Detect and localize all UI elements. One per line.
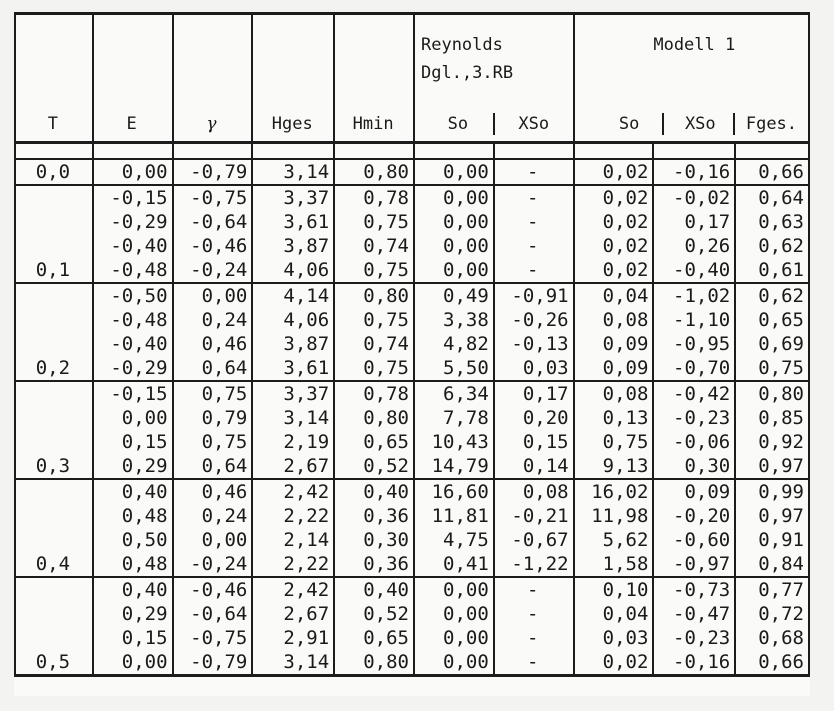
table-row bbox=[15, 602, 809, 626]
cell-e: 0,00 bbox=[93, 406, 173, 430]
cell-so: 0,49 bbox=[414, 283, 494, 308]
cell-so2: 0,02 bbox=[574, 185, 654, 210]
cell-gamma: 0,64 bbox=[173, 356, 253, 381]
cell-xso2: -0,47 bbox=[653, 602, 735, 626]
cell-so2: 0,02 bbox=[574, 234, 654, 258]
cell-e: -0,48 bbox=[93, 258, 173, 283]
cell-fges: 0,69 bbox=[735, 332, 809, 356]
cell-hmin: 0,52 bbox=[334, 454, 414, 479]
header-row bbox=[15, 14, 809, 143]
cell-e: 0,40 bbox=[93, 479, 173, 504]
cell-xso2: -0,40 bbox=[653, 258, 735, 283]
cell-t bbox=[15, 381, 93, 406]
header-e: E bbox=[93, 14, 173, 143]
data-table bbox=[14, 12, 810, 677]
cell-xso2: -0,20 bbox=[653, 504, 735, 528]
cell-so: 0,00 bbox=[414, 626, 494, 650]
table-row bbox=[15, 650, 809, 676]
cell-e: -0,29 bbox=[93, 356, 173, 381]
cell-gamma: 0,00 bbox=[173, 528, 253, 552]
table-row bbox=[15, 406, 809, 430]
cell-so: 0,00 bbox=[414, 234, 494, 258]
cell-t bbox=[15, 479, 93, 504]
cell-so: 0,00 bbox=[414, 602, 494, 626]
cell-gamma: -0,79 bbox=[173, 650, 253, 676]
cell-e: 0,50 bbox=[93, 528, 173, 552]
cell-hges: 3,61 bbox=[252, 356, 334, 381]
cell-fges: 0,97 bbox=[735, 504, 809, 528]
cell-xso: - bbox=[494, 185, 574, 210]
cell-so2: 0,13 bbox=[574, 406, 654, 430]
cell-xso: - bbox=[494, 159, 574, 185]
cell-fges: 0,77 bbox=[735, 577, 809, 602]
cell-t bbox=[15, 602, 93, 626]
cell-e: 0,48 bbox=[93, 504, 173, 528]
header-xso: XSo bbox=[493, 113, 569, 135]
cell-hmin: 0,74 bbox=[334, 332, 414, 356]
cell-so: 7,78 bbox=[414, 406, 494, 430]
header-gamma: γ bbox=[173, 14, 253, 143]
table-row bbox=[15, 577, 809, 602]
cell-hges: 3,37 bbox=[252, 381, 334, 406]
cell-hges: 3,14 bbox=[252, 159, 334, 185]
cell-xso2: -1,10 bbox=[653, 308, 735, 332]
cell-hges: 2,67 bbox=[252, 602, 334, 626]
cell-gamma: -0,75 bbox=[173, 626, 253, 650]
table-row bbox=[15, 159, 809, 185]
cell-hges: 4,06 bbox=[252, 308, 334, 332]
cell-fges: 0,68 bbox=[735, 626, 809, 650]
header-t: T bbox=[15, 14, 93, 143]
cell-hges: 3,14 bbox=[252, 406, 334, 430]
cell-hmin: 0,40 bbox=[334, 479, 414, 504]
cell-hges: 2,22 bbox=[252, 552, 334, 577]
cell-xso2: -0,73 bbox=[653, 577, 735, 602]
cell-t: 0,4 bbox=[15, 552, 93, 577]
cell-e: 0,48 bbox=[93, 552, 173, 577]
cell-xso2: 0,17 bbox=[653, 210, 735, 234]
cell-so2: 16,02 bbox=[574, 479, 654, 504]
cell-e: -0,15 bbox=[93, 185, 173, 210]
cell-so2: 9,13 bbox=[574, 454, 654, 479]
cell-so: 0,00 bbox=[414, 210, 494, 234]
cell-xso: -0,67 bbox=[494, 528, 574, 552]
cell-so2: 0,02 bbox=[574, 159, 654, 185]
cell-so2: 0,08 bbox=[574, 381, 654, 406]
cell-fges: 0,92 bbox=[735, 430, 809, 454]
table-row bbox=[15, 479, 809, 504]
cell-so2: 11,98 bbox=[574, 504, 654, 528]
cell-t bbox=[15, 528, 93, 552]
cell-hmin: 0,78 bbox=[334, 185, 414, 210]
cell-xso: -0,21 bbox=[494, 504, 574, 528]
table-row bbox=[15, 356, 809, 381]
cell-xso: - bbox=[494, 234, 574, 258]
cell-hges: 2,91 bbox=[252, 626, 334, 650]
cell-t bbox=[15, 626, 93, 650]
table-row bbox=[15, 308, 809, 332]
cell-so: 10,43 bbox=[414, 430, 494, 454]
cell-xso2: -0,02 bbox=[653, 185, 735, 210]
cell-xso2: -0,95 bbox=[653, 332, 735, 356]
cell-t bbox=[15, 308, 93, 332]
cell-gamma: 0,75 bbox=[173, 430, 253, 454]
cell-e: -0,40 bbox=[93, 234, 173, 258]
cell-hmin: 0,80 bbox=[334, 650, 414, 676]
cell-so: 16,60 bbox=[414, 479, 494, 504]
cell-t bbox=[15, 210, 93, 234]
cell-xso: - bbox=[494, 602, 574, 626]
cell-gamma: 0,46 bbox=[173, 479, 253, 504]
cell-gamma: 0,24 bbox=[173, 308, 253, 332]
cell-t bbox=[15, 430, 93, 454]
cell-gamma: -0,46 bbox=[173, 577, 253, 602]
cell-hges: 2,22 bbox=[252, 504, 334, 528]
cell-gamma: -0,46 bbox=[173, 234, 253, 258]
cell-e: 0,29 bbox=[93, 454, 173, 479]
header-so: So bbox=[447, 114, 469, 134]
cell-hges: 3,87 bbox=[252, 332, 334, 356]
cell-hmin: 0,30 bbox=[334, 528, 414, 552]
cell-gamma: 0,00 bbox=[173, 283, 253, 308]
table-row bbox=[15, 185, 809, 210]
cell-so: 11,81 bbox=[414, 504, 494, 528]
cell-t bbox=[15, 234, 93, 258]
cell-xso2: -1,02 bbox=[653, 283, 735, 308]
cell-t: 0,0 bbox=[15, 159, 93, 185]
cell-gamma: 0,46 bbox=[173, 332, 253, 356]
cell-hges: 2,19 bbox=[252, 430, 334, 454]
cell-xso: -0,26 bbox=[494, 308, 574, 332]
cell-xso2: -0,23 bbox=[653, 626, 735, 650]
cell-xso: - bbox=[494, 650, 574, 676]
cell-gamma: -0,24 bbox=[173, 552, 253, 577]
cell-so2: 0,10 bbox=[574, 577, 654, 602]
cell-so2: 0,04 bbox=[574, 602, 654, 626]
cell-e: 0,00 bbox=[93, 159, 173, 185]
cell-fges: 0,65 bbox=[735, 308, 809, 332]
cell-xso: -1,22 bbox=[494, 552, 574, 577]
cell-hmin: 0,36 bbox=[334, 504, 414, 528]
table-body bbox=[15, 159, 809, 676]
cell-so2: 0,02 bbox=[574, 210, 654, 234]
modell-title: Modell 1 bbox=[653, 35, 736, 55]
cell-fges: 0,84 bbox=[735, 552, 809, 577]
cell-hmin: 0,65 bbox=[334, 430, 414, 454]
cell-so: 0,00 bbox=[414, 650, 494, 676]
cell-hges: 2,67 bbox=[252, 454, 334, 479]
reynolds-title: Reynolds bbox=[420, 35, 503, 55]
header-hges: Hges bbox=[252, 14, 334, 143]
cell-t bbox=[15, 504, 93, 528]
table-row bbox=[15, 332, 809, 356]
cell-so: 0,00 bbox=[414, 185, 494, 210]
table-row bbox=[15, 234, 809, 258]
cell-t bbox=[15, 185, 93, 210]
cell-e: -0,50 bbox=[93, 283, 173, 308]
cell-hges: 3,14 bbox=[252, 650, 334, 676]
reynolds-subtitle: Dgl.,3.RB bbox=[420, 63, 514, 83]
cell-so: 4,75 bbox=[414, 528, 494, 552]
cell-xso: 0,17 bbox=[494, 381, 574, 406]
cell-so2: 0,09 bbox=[574, 356, 654, 381]
cell-hges: 3,87 bbox=[252, 234, 334, 258]
cell-so2: 0,75 bbox=[574, 430, 654, 454]
cell-hmin: 0,80 bbox=[334, 283, 414, 308]
cell-hges: 3,37 bbox=[252, 185, 334, 210]
cell-so: 6,34 bbox=[414, 381, 494, 406]
cell-xso: 0,15 bbox=[494, 430, 574, 454]
table-row bbox=[15, 454, 809, 479]
cell-e: 0,00 bbox=[93, 650, 173, 676]
cell-hmin: 0,78 bbox=[334, 381, 414, 406]
cell-t bbox=[15, 332, 93, 356]
cell-so2: 0,03 bbox=[574, 626, 654, 650]
table-row bbox=[15, 504, 809, 528]
cell-so: 4,82 bbox=[414, 332, 494, 356]
cell-xso2: 0,26 bbox=[653, 234, 735, 258]
cell-xso: 0,08 bbox=[494, 479, 574, 504]
cell-so: 14,79 bbox=[414, 454, 494, 479]
cell-so: 0,00 bbox=[414, 159, 494, 185]
cell-hmin: 0,80 bbox=[334, 406, 414, 430]
cell-fges: 0,61 bbox=[735, 258, 809, 283]
table-sheet bbox=[14, 12, 810, 696]
cell-so: 5,50 bbox=[414, 356, 494, 381]
cell-xso: 0,20 bbox=[494, 406, 574, 430]
cell-gamma: -0,64 bbox=[173, 210, 253, 234]
cell-hmin: 0,75 bbox=[334, 308, 414, 332]
cell-fges: 0,91 bbox=[735, 528, 809, 552]
cell-gamma: -0,79 bbox=[173, 159, 253, 185]
cell-e: 0,29 bbox=[93, 602, 173, 626]
cell-gamma: 0,79 bbox=[173, 406, 253, 430]
cell-so: 0,00 bbox=[414, 258, 494, 283]
cell-t: 0,1 bbox=[15, 258, 93, 283]
cell-xso2: -0,60 bbox=[653, 528, 735, 552]
table-row bbox=[15, 430, 809, 454]
cell-fges: 0,63 bbox=[735, 210, 809, 234]
cell-xso: - bbox=[494, 577, 574, 602]
cell-hges: 4,14 bbox=[252, 283, 334, 308]
table-row bbox=[15, 626, 809, 650]
cell-e: -0,40 bbox=[93, 332, 173, 356]
cell-gamma: 0,24 bbox=[173, 504, 253, 528]
cell-hmin: 0,52 bbox=[334, 602, 414, 626]
cell-xso2: -0,23 bbox=[653, 406, 735, 430]
header-so2: So bbox=[618, 114, 640, 134]
header-reynolds-group bbox=[414, 14, 574, 143]
cell-e: -0,29 bbox=[93, 210, 173, 234]
cell-so2: 0,02 bbox=[574, 258, 654, 283]
cell-so2: 0,04 bbox=[574, 283, 654, 308]
cell-fges: 0,72 bbox=[735, 602, 809, 626]
cell-e: 0,15 bbox=[93, 430, 173, 454]
table-row bbox=[15, 552, 809, 577]
header-xso2: XSo bbox=[662, 113, 733, 135]
cell-fges: 0,64 bbox=[735, 185, 809, 210]
cell-so: 0,00 bbox=[414, 577, 494, 602]
table-row bbox=[15, 258, 809, 283]
cell-xso2: -0,16 bbox=[653, 650, 735, 676]
cell-xso2: -0,06 bbox=[653, 430, 735, 454]
cell-fges: 0,62 bbox=[735, 283, 809, 308]
cell-fges: 0,80 bbox=[735, 381, 809, 406]
modell-subheaders bbox=[577, 113, 804, 135]
reynolds-subheaders bbox=[417, 113, 569, 135]
cell-xso: - bbox=[494, 258, 574, 283]
cell-xso2: 0,09 bbox=[653, 479, 735, 504]
cell-xso2: 0,30 bbox=[653, 454, 735, 479]
cell-gamma: -0,24 bbox=[173, 258, 253, 283]
cell-so2: 0,09 bbox=[574, 332, 654, 356]
cell-xso: -0,91 bbox=[494, 283, 574, 308]
cell-xso2: -0,70 bbox=[653, 356, 735, 381]
header-hmin: Hmin bbox=[334, 14, 414, 143]
cell-xso2: -0,97 bbox=[653, 552, 735, 577]
cell-t: 0,2 bbox=[15, 356, 93, 381]
table-row bbox=[15, 528, 809, 552]
cell-t: 0,5 bbox=[15, 650, 93, 676]
cell-gamma: -0,64 bbox=[173, 602, 253, 626]
header-modell-group bbox=[574, 14, 809, 143]
cell-e: 0,40 bbox=[93, 577, 173, 602]
cell-t: 0,3 bbox=[15, 454, 93, 479]
header-spacer bbox=[15, 143, 809, 160]
cell-hges: 2,14 bbox=[252, 528, 334, 552]
cell-hmin: 0,75 bbox=[334, 258, 414, 283]
cell-fges: 0,85 bbox=[735, 406, 809, 430]
header-fges: Fges. bbox=[733, 113, 804, 135]
cell-xso: 0,14 bbox=[494, 454, 574, 479]
cell-so2: 0,08 bbox=[574, 308, 654, 332]
cell-xso: - bbox=[494, 626, 574, 650]
cell-fges: 0,66 bbox=[735, 650, 809, 676]
cell-fges: 0,75 bbox=[735, 356, 809, 381]
cell-gamma: 0,64 bbox=[173, 454, 253, 479]
cell-t bbox=[15, 406, 93, 430]
cell-hmin: 0,65 bbox=[334, 626, 414, 650]
cell-hmin: 0,40 bbox=[334, 577, 414, 602]
cell-xso2: -0,42 bbox=[653, 381, 735, 406]
table-row bbox=[15, 210, 809, 234]
cell-xso: 0,03 bbox=[494, 356, 574, 381]
cell-gamma: 0,75 bbox=[173, 381, 253, 406]
cell-so2: 5,62 bbox=[574, 528, 654, 552]
cell-xso2: -0,16 bbox=[653, 159, 735, 185]
cell-t bbox=[15, 577, 93, 602]
cell-hmin: 0,36 bbox=[334, 552, 414, 577]
cell-hmin: 0,80 bbox=[334, 159, 414, 185]
cell-so2: 0,02 bbox=[574, 650, 654, 676]
cell-e: -0,15 bbox=[93, 381, 173, 406]
cell-so2: 1,58 bbox=[574, 552, 654, 577]
cell-so: 3,38 bbox=[414, 308, 494, 332]
cell-hges: 4,06 bbox=[252, 258, 334, 283]
cell-fges: 0,97 bbox=[735, 454, 809, 479]
cell-e: 0,15 bbox=[93, 626, 173, 650]
cell-hmin: 0,74 bbox=[334, 234, 414, 258]
table-row bbox=[15, 381, 809, 406]
reynolds-title-block bbox=[415, 31, 573, 87]
cell-e: -0,48 bbox=[93, 308, 173, 332]
cell-hmin: 0,75 bbox=[334, 356, 414, 381]
cell-hges: 3,61 bbox=[252, 210, 334, 234]
cell-xso: - bbox=[494, 210, 574, 234]
table-row bbox=[15, 283, 809, 308]
cell-fges: 0,99 bbox=[735, 479, 809, 504]
cell-hges: 2,42 bbox=[252, 577, 334, 602]
cell-fges: 0,62 bbox=[735, 234, 809, 258]
cell-gamma: -0,75 bbox=[173, 185, 253, 210]
cell-t bbox=[15, 283, 93, 308]
cell-hmin: 0,75 bbox=[334, 210, 414, 234]
cell-hges: 2,42 bbox=[252, 479, 334, 504]
cell-so: 0,41 bbox=[414, 552, 494, 577]
cell-xso: -0,13 bbox=[494, 332, 574, 356]
cell-fges: 0,66 bbox=[735, 159, 809, 185]
